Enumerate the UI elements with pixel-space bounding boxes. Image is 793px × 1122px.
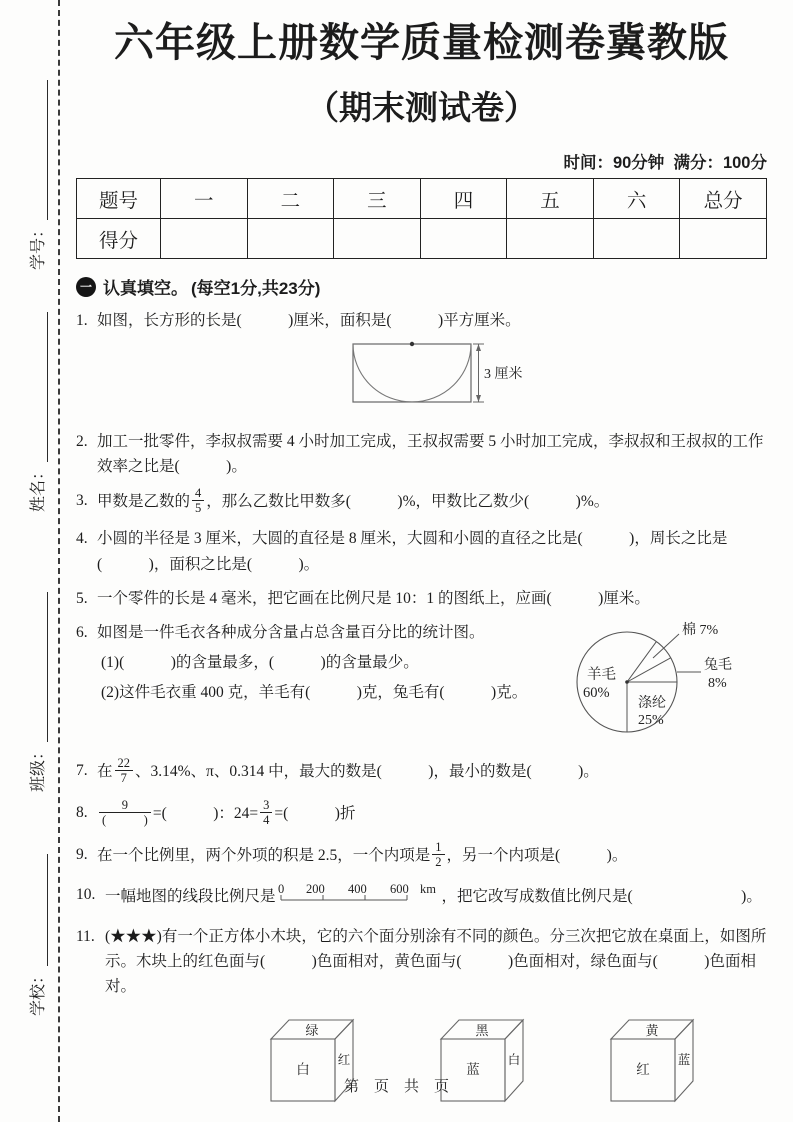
question-text: 在 bbox=[97, 762, 113, 780]
main-content bbox=[76, 20, 767, 1111]
question-number: 9. bbox=[76, 845, 88, 863]
student-school-field bbox=[14, 854, 48, 1016]
score-empty-cell bbox=[247, 219, 334, 259]
cube-top-label: 黑 bbox=[475, 1023, 489, 1039]
question-text: ，那么乙数比甲数多( )%，甲数比乙数少( )%。 bbox=[206, 493, 610, 511]
question-text: 在一个比例里，两个外项的积是 2.5，一个内项是 bbox=[97, 846, 431, 864]
question-number: 2. bbox=[76, 433, 88, 451]
student-id-blank-line bbox=[45, 80, 48, 220]
exam-time-score-meta: 时间：90分钟 满分：100分 bbox=[563, 154, 767, 172]
question-3 bbox=[76, 488, 767, 517]
student-name-label: 姓名： bbox=[30, 463, 47, 512]
score-header-cell: 六 bbox=[593, 179, 680, 219]
student-name-blank-line bbox=[45, 312, 48, 462]
cube-front-label: 红 bbox=[636, 1062, 650, 1078]
fraction-denominator: ( ) bbox=[102, 812, 148, 827]
cube-top-label: 黄 bbox=[645, 1023, 659, 1039]
question-1 bbox=[76, 308, 767, 420]
score-header-cell: 二 bbox=[247, 179, 334, 219]
section-title: 认真填空。 bbox=[103, 279, 188, 298]
question-number: 6. bbox=[76, 623, 88, 641]
fraction-numerator: 9 bbox=[99, 798, 151, 813]
question-text: 如图，长方形的长是( )厘米，面积是( )平方厘米。 bbox=[97, 312, 521, 329]
score-header-cell: 一 bbox=[161, 179, 248, 219]
fraction bbox=[432, 840, 444, 869]
question-text: 、3.14%、π、0.314 中，最大的数是( )，最小的数是( )。 bbox=[135, 762, 599, 780]
question-text: ，另一个内项是( )。 bbox=[446, 846, 628, 864]
question-subitem-1: (1)( )的含量最多，( )的含量最少。 bbox=[101, 653, 419, 671]
question-text: 小圆的半径是 3 厘米，大圆的直径是 8 厘米，大圆和小圆的直径之比是( )，周长之比是( )，面积之比是( )。 bbox=[97, 530, 728, 573]
scale-tick-600: 600 bbox=[389, 881, 409, 896]
score-row-label: 得分 bbox=[77, 219, 161, 259]
score-empty-cell bbox=[161, 219, 248, 259]
question-number: 1. bbox=[76, 312, 88, 329]
question-9 bbox=[76, 839, 767, 871]
fraction bbox=[260, 798, 272, 827]
fraction-denominator: 2 bbox=[435, 854, 442, 869]
score-empty-cell bbox=[420, 219, 507, 259]
scale-unit: km bbox=[419, 881, 436, 896]
question-8 bbox=[76, 797, 767, 829]
fraction-denominator: 7 bbox=[120, 770, 127, 785]
pie-label-polyester: 涤纶 bbox=[638, 695, 666, 711]
pie-label-wool: 羊毛 bbox=[587, 666, 616, 683]
score-table-header-row bbox=[77, 179, 767, 219]
score-empty-cell bbox=[507, 219, 594, 259]
student-name-field bbox=[14, 312, 48, 512]
fraction bbox=[115, 756, 134, 785]
pie-value-rabbit: 8% bbox=[708, 675, 727, 691]
fraction bbox=[192, 486, 204, 515]
question-number: 3. bbox=[76, 492, 88, 510]
scale-tick-0: 0 bbox=[277, 881, 284, 896]
scale-tick-400: 400 bbox=[347, 881, 367, 896]
page-footer: 第 页 共 页 bbox=[343, 1079, 449, 1095]
cube-right-label: 白 bbox=[507, 1053, 521, 1068]
cube-front-label: 蓝 bbox=[466, 1062, 480, 1078]
rectangle-semicircle-figure bbox=[347, 336, 767, 420]
page-title: 六年级上册数学质量检测卷冀教版 bbox=[114, 21, 729, 65]
question-text: 如图是一件毛衣各种成分含量占总含量百分比的统计图。 bbox=[97, 623, 485, 641]
fraction bbox=[99, 798, 151, 827]
question-text: 加工一批零件，李叔叔需要 4 小时加工完成，王叔叔需要 5 小时加工完成，李叔叔和王叔叔的工作效率之比是( )。 bbox=[97, 433, 764, 476]
question-text: ，把它改写成数值比例尺是( )。 bbox=[441, 887, 762, 905]
score-header-cell: 五 bbox=[507, 179, 594, 219]
question-text: 甲数是乙数的 bbox=[97, 493, 191, 511]
student-id-field bbox=[14, 80, 48, 270]
fraction-denominator: 5 bbox=[195, 501, 202, 516]
cube-right-label: 红 bbox=[337, 1053, 351, 1068]
question-number: 10. bbox=[76, 885, 96, 903]
question-5 bbox=[76, 586, 767, 611]
pie-label-cotton: 棉 7% bbox=[682, 622, 719, 638]
section-note: (每空1分,共23分) bbox=[191, 279, 321, 298]
score-empty-cell bbox=[680, 219, 767, 259]
question-4 bbox=[76, 526, 767, 576]
question-subitem-2: (2)这件毛衣重 400 克，羊毛有( )克，兔毛有( )克。 bbox=[101, 683, 528, 701]
cube-top-label: 绿 bbox=[305, 1023, 319, 1039]
question-6 bbox=[76, 620, 767, 756]
fraction-numerator: 22 bbox=[115, 756, 134, 771]
student-school-label: 学校： bbox=[30, 967, 47, 1016]
score-table-score-row bbox=[77, 219, 767, 259]
student-class-blank-line bbox=[45, 592, 48, 742]
fraction-numerator: 1 bbox=[432, 840, 444, 855]
score-empty-cell bbox=[593, 219, 680, 259]
fraction-numerator: 3 bbox=[260, 798, 272, 813]
score-empty-cell bbox=[334, 219, 421, 259]
section-number-badge-icon: 一 bbox=[76, 277, 96, 297]
question-7 bbox=[76, 755, 767, 787]
question-text: =( )折 bbox=[274, 804, 356, 822]
cube-right-label: 蓝 bbox=[677, 1053, 691, 1068]
score-header-cell: 四 bbox=[420, 179, 507, 219]
question-number: 11. bbox=[76, 927, 95, 945]
question-10 bbox=[76, 882, 767, 915]
figure-dimension-label: 3 厘米 bbox=[484, 367, 523, 383]
question-2 bbox=[76, 429, 767, 479]
question-text: (★★★)有一个正方体小木块，它的六个面分别涂有不同的颜色。分三次把它放在桌面上，如图所示。木块上的红色面与( )色面相对，黄色面与( )色面相对，绿色面与( )色面相对。 bbox=[105, 927, 767, 996]
question-number: 8. bbox=[76, 803, 88, 821]
binding-dashed-line bbox=[58, 0, 60, 1122]
score-table bbox=[76, 178, 767, 259]
pie-value-wool: 60% bbox=[583, 684, 610, 701]
student-id-label: 学号： bbox=[30, 221, 47, 270]
fraction-numerator: 4 bbox=[192, 486, 204, 501]
score-header-cell: 总分 bbox=[680, 179, 767, 219]
question-text: 一个零件的长是 4 毫米，把它画在比例尺是 10：1 的图纸上，应画( )厘米。 bbox=[97, 589, 650, 607]
pie-value-polyester: 25% bbox=[638, 712, 664, 728]
student-school-blank-line bbox=[45, 854, 48, 966]
score-header-cell: 三 bbox=[334, 179, 421, 219]
student-class-label: 班级： bbox=[30, 743, 47, 792]
pie-chart bbox=[565, 616, 767, 756]
cube-front-label: 白 bbox=[296, 1062, 310, 1078]
section-1-header bbox=[76, 274, 767, 299]
map-scale-bar bbox=[276, 882, 442, 915]
question-text: =( )：24= bbox=[152, 804, 259, 822]
question-text: 一幅地图的线段比例尺是 bbox=[105, 887, 276, 905]
student-class-field bbox=[14, 592, 48, 792]
question-number: 4. bbox=[76, 530, 88, 548]
question-number: 7. bbox=[76, 761, 88, 779]
fraction-denominator: 4 bbox=[263, 812, 270, 827]
score-header-cell: 题号 bbox=[77, 179, 161, 219]
page-subtitle: （期末测试卷） bbox=[306, 89, 537, 126]
pie-label-rabbit: 兔毛 bbox=[704, 657, 732, 673]
question-number: 5. bbox=[76, 589, 88, 607]
scale-tick-200: 200 bbox=[305, 881, 325, 896]
